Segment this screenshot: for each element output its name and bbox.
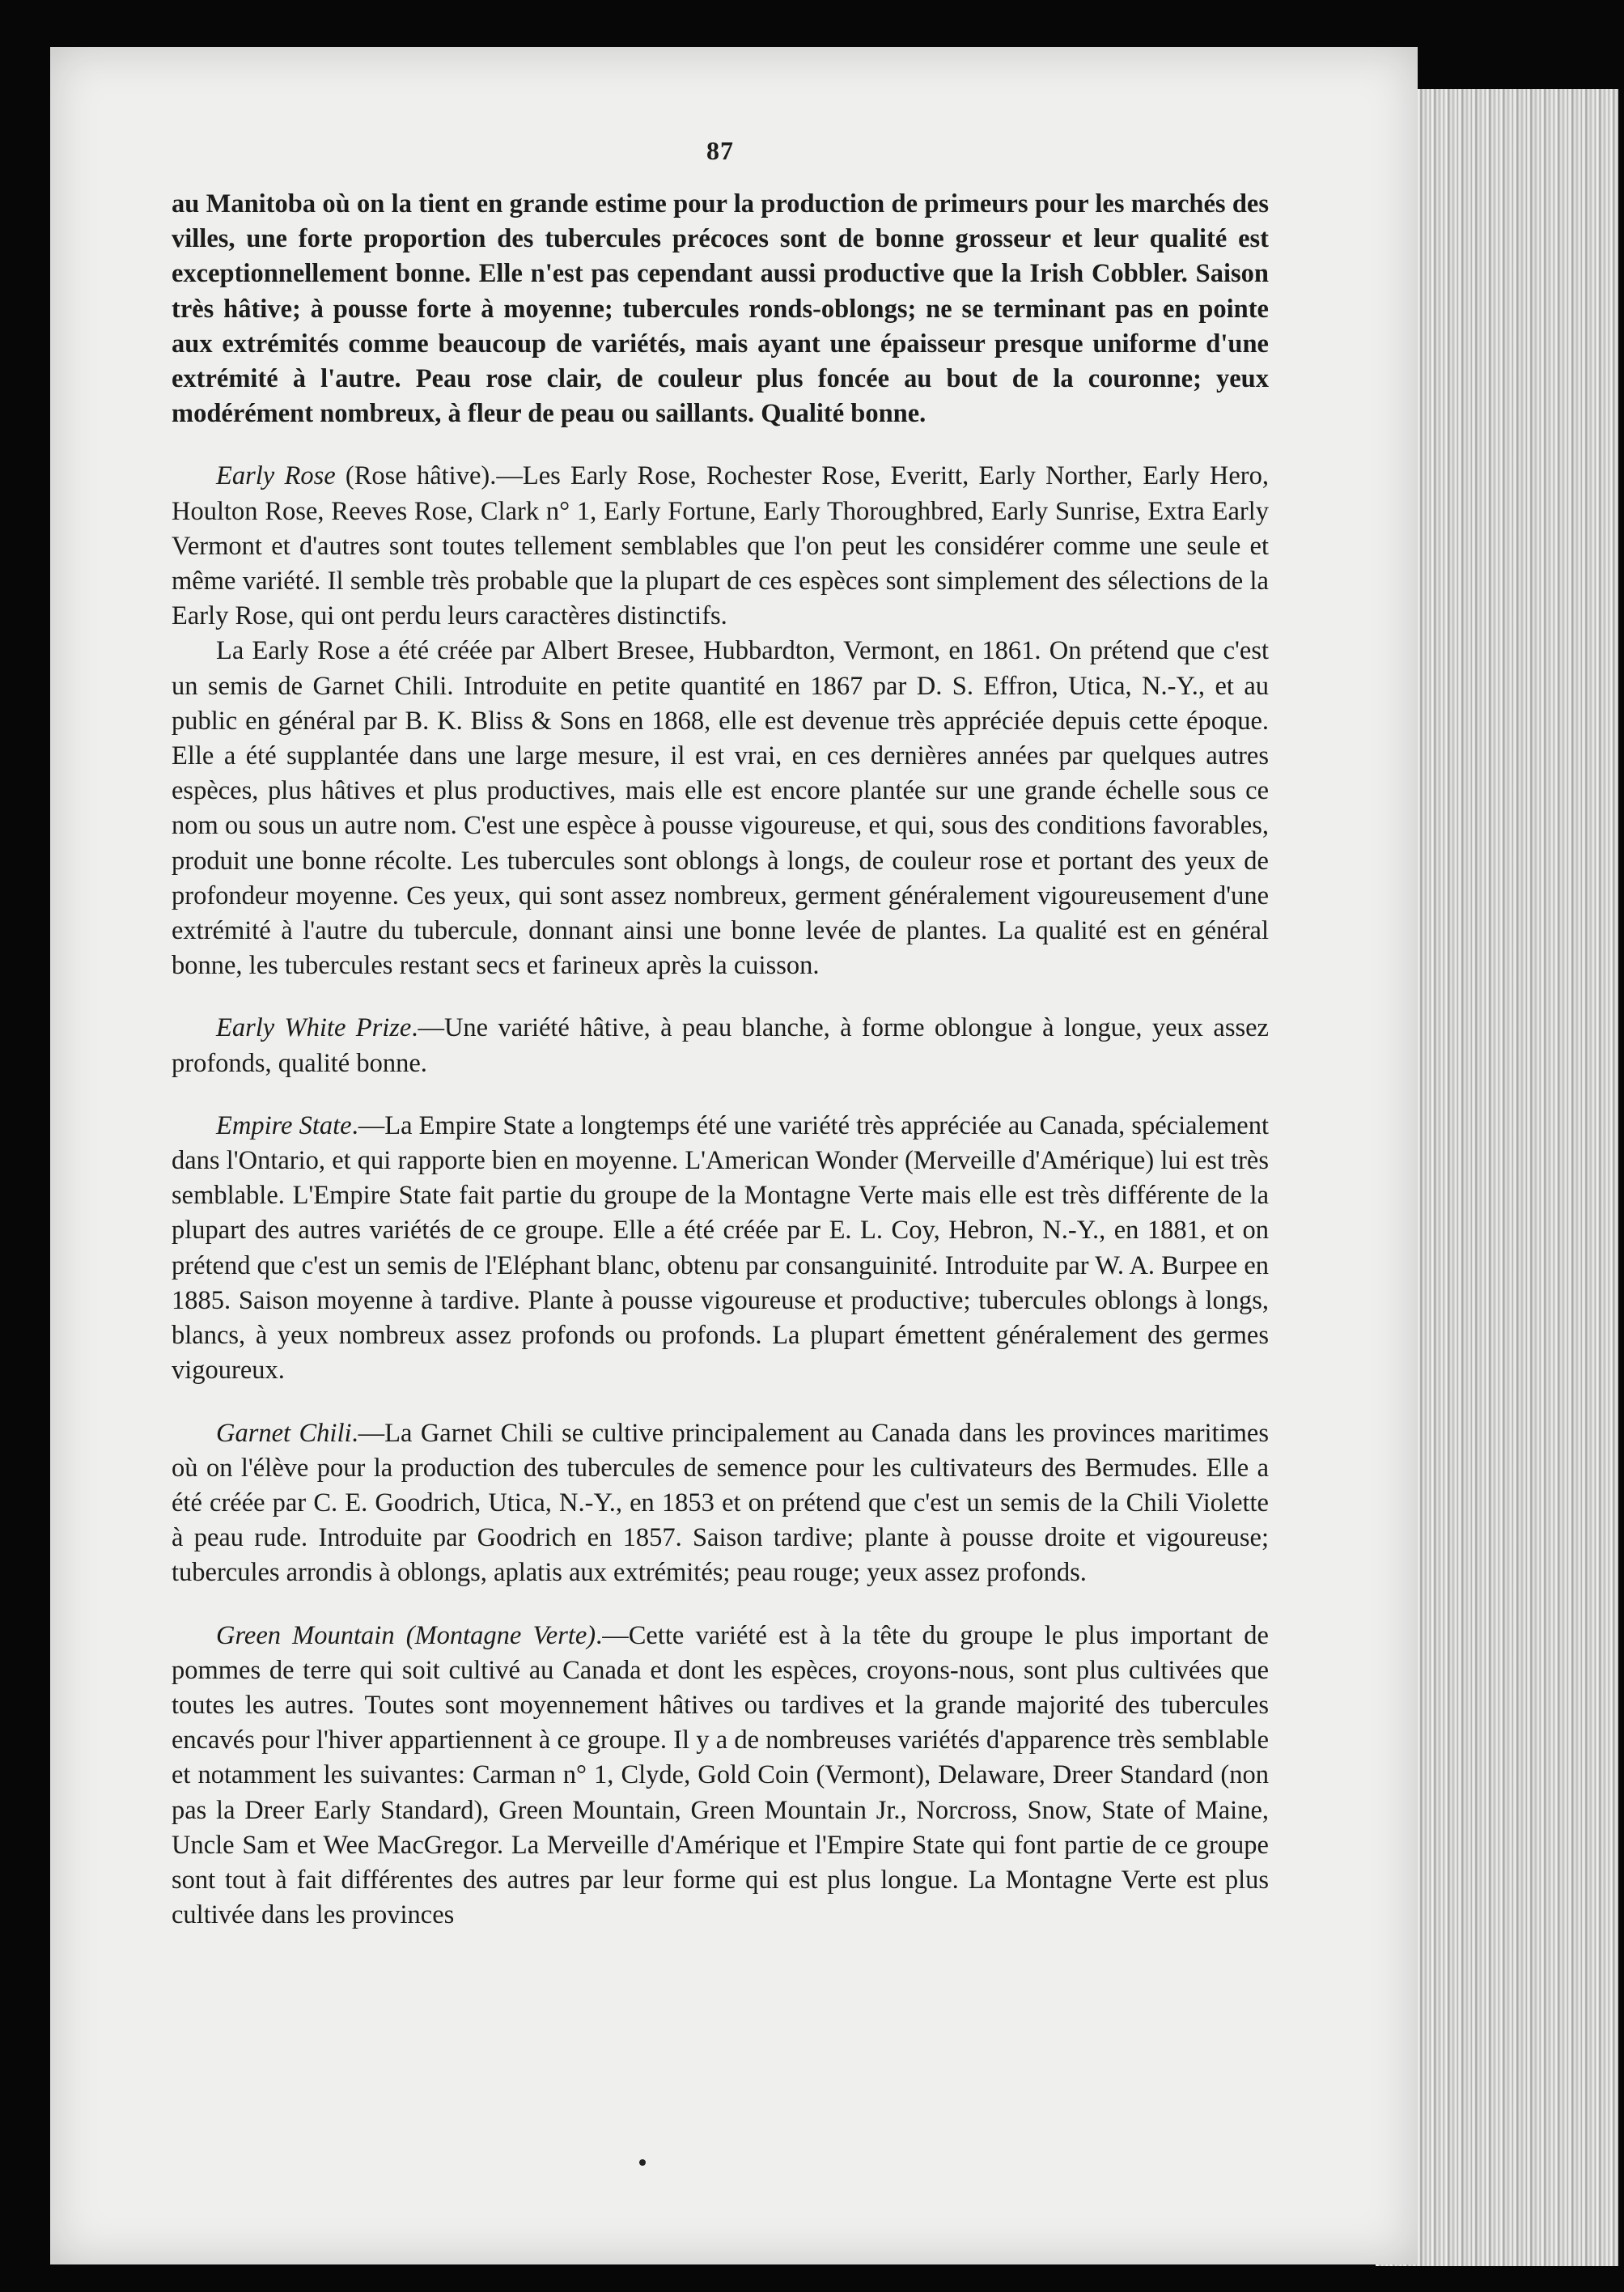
variety-name: Early White Prize bbox=[216, 1013, 412, 1043]
paragraph-garnet-chili bbox=[172, 1416, 1269, 1591]
paragraph-text: La Early Rose a été créée par Albert Bresee, Hubbardton, Vermont, en 1861. On prétend que c'est un semis de Garnet Chili. Introduite en petite quantité en 1867 par D. S. Effron, Utica, N.-Y., et au public en général par B. K. Bliss & Sons en 1868, elle est devenue très appréciée depuis cette époque. Elle a été supplantée dans une large mesure, il est vrai, en ces dernières années par quelques autres espèces, plus hâtives et plus productives, mais elle est encore plantée sur une grande échelle sous ce nom ou sous un autre nom. C'est une espèce à pousse vigoureuse, et qui, sous des conditions favorables, produit une bonne récolte. Les tubercules sont oblongs à longs, de couleur rose et portant des yeux de profondeur moyenne. Ces yeux, qui sont assez nombreux, germent généralement vigoureusement d'une extrémité à l'autre du tubercule, donnant ainsi une bonne levée de plantes. La qualité est en général bonne, les tubercules restant secs et farineux après la cuisson. bbox=[172, 636, 1269, 981]
paragraph-text: .—Une variété hâtive, à peau blanche, à forme oblongue à longue, yeux assez profonds, qualité bonne. bbox=[172, 1013, 1269, 1078]
variety-name: Garnet Chili bbox=[216, 1418, 352, 1448]
variety-name: Empire State bbox=[216, 1110, 352, 1140]
paragraph-text: au Manitoba où on la tient en grande estime pour la production de primeurs pour les marchés des villes, une forte proportion des tubercules précoces sont de bonne grosseur et leur qualité est exceptionnellement bonne. Elle n'est pas cependant aussi productive que la Irish Cobbler. Saison très hâtive; à pousse forte à moyenne; tubercules ronds-oblongs; ne se terminant pas en pointe aux extrémités comme beaucoup de variétés, mais ayant une épaisseur presque uniforme d'une extrémité à l'autre. Peau rose clair, de couleur plus foncée au bout de la couronne; yeux modérément nombreux, à fleur de peau ou saillants. Qualité bonne. bbox=[172, 189, 1269, 429]
paragraph-irish-cobbler-continuation bbox=[172, 187, 1269, 431]
page-text bbox=[172, 121, 1269, 1933]
paragraph-early-white-prize bbox=[172, 1011, 1269, 1080]
paragraph-early-rose bbox=[172, 459, 1269, 634]
paragraph-empire-state bbox=[172, 1109, 1269, 1389]
paragraph-text: .—Cette variété est à la tête du groupe le plus important de pommes de terre qui soit cultivé au Canada et dont les espèces, croyons-nous, sont plus cultivées que toutes les autres. Toutes sont moyennement hâtives ou tardives et la grande majorité des tubercules encavés pour l'hiver appartiennent à ce groupe. Il y a de nombreuses variétés d'apparence très semblable et notamment les suivantes: Carman n° 1, Clyde, Gold Coin (Vermont), Delaware, Dreer Standard (non pas la Dreer Early Standard), Green Mountain, Green Mountain Jr., Norcross, Snow, State of Maine, Uncle Sam et Wee MacGregor. La Merveille d'Amérique et l'Empire State qui font partie de ce groupe sont tout à fait différentes des autres par leur forme qui est plus longue. La Montagne Verte est plus cultivée dans les provinces bbox=[172, 1620, 1269, 1930]
paragraph-text: .—La Garnet Chili se cultive principalement au Canada dans les provinces maritimes où on l'élève pour la production des tubercules de semence pour les cultivateurs des Bermudes. Elle a été créée par C. E. Goodrich, Utica, N.-Y., en 1853 et on prétend que c'est un semis de la Chili Violette à peau rude. Introduite par Goodrich en 1857. Saison tardive; plante à pousse droite et vigoureuse; tubercules arrondis à oblongs, aplatis aux extrémités; peau rouge; yeux assez profonds. bbox=[172, 1418, 1269, 1588]
page-number: 87 bbox=[706, 136, 734, 165]
paragraph-green-mountain bbox=[172, 1619, 1269, 1933]
page-mark-dot bbox=[639, 2159, 646, 2166]
variety-name: Early Rose bbox=[216, 461, 336, 491]
paragraph-text: .—La Empire State a longtemps été une variété très appréciée au Canada, spécialement dans l'Ontario, et qui rapporte bien en moyenne. L'American Wonder (Merveille d'Amérique) lui est très semblable. L'Empire State fait partie du groupe de la Montagne Verte mais elle est très différente de la plupart des autres variétés de ce groupe. Elle a été créée par E. L. Coy, Hebron, N.-Y., en 1881, et on prétend que c'est un semis de l'Eléphant blanc, obtenu par consanguinité. Introduite par W. A. Burpee en 1885. Saison moyenne à tardive. Plante à pousse vigoureuse et productive; tubercules oblongs à longs, blancs, à yeux nombreux assez profonds ou profonds. La plupart émettent généralement des germes vigoureux. bbox=[172, 1110, 1270, 1386]
paragraph-text: (Rose hâtive).—Les Early Rose, Rochester Rose, Everitt, Early Norther, Early Hero, Houlton Rose, Reeves Rose, Clark n° 1, Early Fortune, Early Thoroughbred, Early Sunrise, Extra Early Vermont et d'autres sont toutes tellement semblables que l'on peut les considérer comme une seule et même variété. Il semble très probable que la plupart de ces espèces sont simplement des sélections de la Early Rose, qui ont perdu leurs caractères distinctifs. bbox=[172, 461, 1269, 631]
paragraph-early-rose-history bbox=[172, 634, 1269, 983]
variety-name: Green Mountain (Montagne Verte) bbox=[216, 1620, 596, 1650]
